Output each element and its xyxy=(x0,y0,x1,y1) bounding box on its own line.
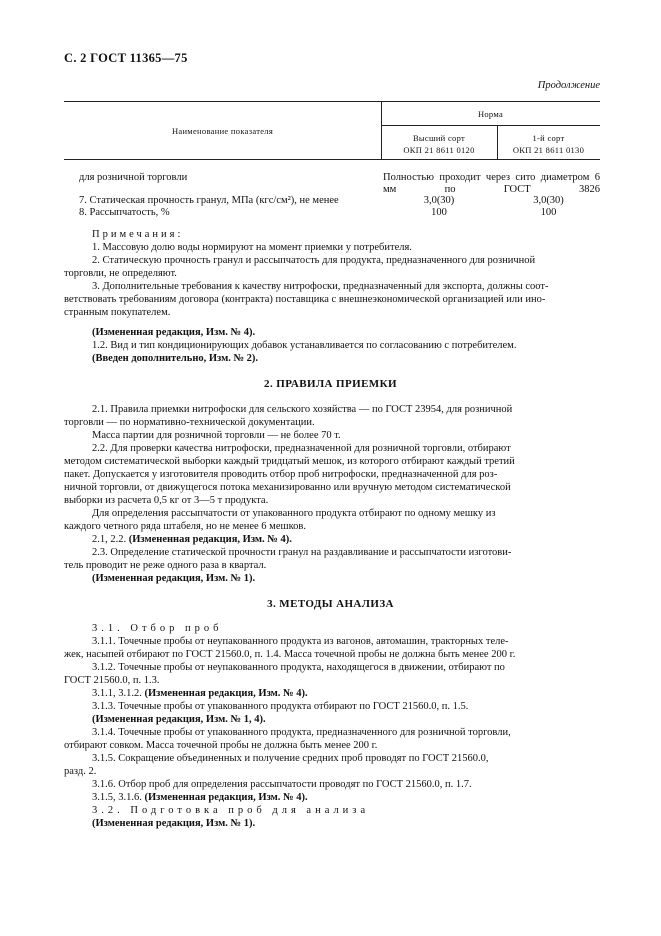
revision-clauses: 3.1.5, 3.1.6. xyxy=(92,792,142,803)
table-hrule-norm xyxy=(381,125,600,126)
paragraph-3-1-3: 3.1.3. Точечные пробы от упакованного продукта отбирают по ГОСТ 21560.0, п. 1.5. xyxy=(92,701,469,712)
paragraph-3-2: 3.2. Подготовка проб для анализа xyxy=(92,805,370,816)
section-2-title: 2. ПРАВИЛА ПРИЕМКИ xyxy=(264,378,397,390)
note-3: 3. Дополнительные требования к качеству нитрофоски, предназначенный для экспорта, должны соот- xyxy=(92,281,549,292)
revision-note: (Измененная редакция, Изм. № 4). xyxy=(92,327,256,338)
revision-note: (Измененная редакция, Изм. № 1). xyxy=(92,818,256,829)
table-row-value: 3,0(30) xyxy=(423,195,455,206)
col-header-grade2: 1-й сорт xyxy=(532,133,565,143)
paragraph-3-1-5: 3.1.5. Сокращение объединенных и получение средних проб проводят по ГОСТ 21560.0, xyxy=(92,753,489,764)
notes-title: Примечания: xyxy=(92,229,184,240)
paragraph-3-1-1-cont: жек, насыпей отбирают по ГОСТ 21560.0, п. 1.4. Масса точечной пробы не должна быть менее 200 г. xyxy=(64,649,516,660)
paragraph-3-1-4-cont: отбирают совком. Масса точечной пробы не должна быть менее 200 г. xyxy=(64,740,378,751)
table-row-value: 3,0(30) xyxy=(533,195,564,206)
revision-clauses: 3.1.1, 3.1.2. xyxy=(92,688,142,699)
paragraph-2-2-cont: ничной торговли, от движущегося потока механизированно или вручную методом систематической xyxy=(64,482,511,493)
paragraph-2-2: 2.2. Для проверки качества нитрофоски, предназначенной для розничной торговли, отбирают xyxy=(92,443,511,454)
paragraph-3-1-2-cont: ГОСТ 21560.0, п. 1.3. xyxy=(64,675,160,686)
paragraph-2-3: 2.3. Определение статической прочности гранул на раздавливание и рассыпчатости изготови- xyxy=(92,547,512,558)
paragraph-3-1-2: 3.1.2. Точечные пробы от неупакованного продукта, находящегося в движении, отбирают по xyxy=(92,662,505,673)
revision-note: (Измененная редакция, Изм. № 1, 4). xyxy=(92,714,266,725)
note-2-cont: торговли, не определяют. xyxy=(64,268,177,279)
table-row-name: 8. Рассыпчатость, % xyxy=(79,207,170,218)
paragraph-3-1: 3.1. Отбор проб xyxy=(92,623,223,634)
col-header-grade1: Высший сорт xyxy=(412,133,466,143)
table-row-value xyxy=(383,172,600,196)
paragraph-2-2-cont: выборки из расчета 0,5 кг от 3—5 т продукта. xyxy=(64,495,269,506)
revision-note: (Измененная редакция, Изм. № 4). xyxy=(128,534,292,545)
col-header-grade1-code: ОКП 21 8611 0120 xyxy=(403,145,475,155)
table-header-rule xyxy=(64,159,600,160)
revision-line xyxy=(92,533,292,547)
revision-clauses: 2.1, 2.2. xyxy=(92,534,127,545)
paragraph-2-1-cont: торговли — по нормативно-технической документации. xyxy=(64,417,315,428)
paragraph-2-1: 2.1. Правила приемки нитрофоски для сельского хозяйства — по ГОСТ 23954, для розничной xyxy=(92,404,513,415)
table-row-name: 7. Статическая прочность гранул, МПа (кгс/см²), не менее xyxy=(79,195,339,206)
revision-line xyxy=(92,687,308,701)
paragraph-1-2: 1.2. Вид и тип кондиционирующих добавок устанавливается по согласованию с потребителем. xyxy=(92,340,517,351)
table-row-value: 100 xyxy=(431,207,447,218)
col-header-norm: Норма xyxy=(477,109,504,119)
revision-note: (Измененная редакция, Изм. № 4). xyxy=(144,688,308,699)
revision-note: (Измененная редакция, Изм. № 1). xyxy=(92,573,256,584)
table-top-rule xyxy=(64,101,600,102)
paragraph-2-2-friability-cont: каждого четного ряда штабеля, но не менее 6 мешков. xyxy=(64,521,306,532)
paragraph-2-2-cont: пакет. Допускается у изготовителя проводить отбор проб нитрофоски, предназначенной для роз- xyxy=(64,469,498,480)
col-header-indicator: Наименование показателя xyxy=(171,126,274,136)
note-1: 1. Массовую долю воды нормируют на момент приемки у потребителя. xyxy=(92,242,412,253)
revision-line xyxy=(92,791,308,805)
table-row-value: 100 xyxy=(540,207,557,218)
section-3-title: 3. МЕТОДЫ АНАЛИЗА xyxy=(267,598,394,610)
paragraph-2-3-cont: тель проводит не реже одного раза в квартал. xyxy=(64,560,267,571)
paragraph-2-2-cont: методом систематической выборки каждый тридцатый мешок, из которого отбирают каждый третий xyxy=(64,456,515,467)
paragraph-3-1-6: 3.1.6. Отбор проб для определения рассыпчатости проводят по ГОСТ 21560.0, п. 1.7. xyxy=(92,779,472,790)
revision-note: (Введен дополнительно, Изм. № 2). xyxy=(92,353,259,364)
table-row-name: для розничной торговли xyxy=(79,172,188,183)
paragraph-3-1-1: 3.1.1. Точечные пробы от неупакованного продукта из вагонов, автомашин, тракторных теле- xyxy=(92,636,509,647)
paragraph-3-1-4: 3.1.4. Точечные пробы от упакованного продукта, предназначенного для розничной торговли, xyxy=(92,727,511,738)
sieve-text: Полностью проходит через сито диаметром 6 мм по ГОСТ 3826 xyxy=(383,172,600,195)
paragraph-3-1-5-cont: разд. 2. xyxy=(64,766,97,777)
note-3-cont: ветствовать требованиям договора (контракта) поставщика с внешнеэкономической организацией или ино- xyxy=(64,294,546,305)
continuation-label: Продолжение xyxy=(537,80,600,91)
paragraph-2-1-mass: Масса партии для розничной торговли — не более 70 т. xyxy=(92,430,341,441)
note-2: 2. Статическую прочность гранул и рассыпчатость для продукта, предназначенного для розничной xyxy=(92,255,536,266)
revision-note: (Измененная редакция, Изм. № 4). xyxy=(144,792,308,803)
col-header-grade2-code: ОКП 21 8611 0130 xyxy=(512,145,585,155)
note-3-cont: странным покупателем. xyxy=(64,307,171,318)
page-header: С. 2 ГОСТ 11365—75 xyxy=(64,51,188,65)
paragraph-2-2-friability: Для определения рассыпчатости от упакованного продукта отбирают по одному мешку из xyxy=(92,508,496,519)
